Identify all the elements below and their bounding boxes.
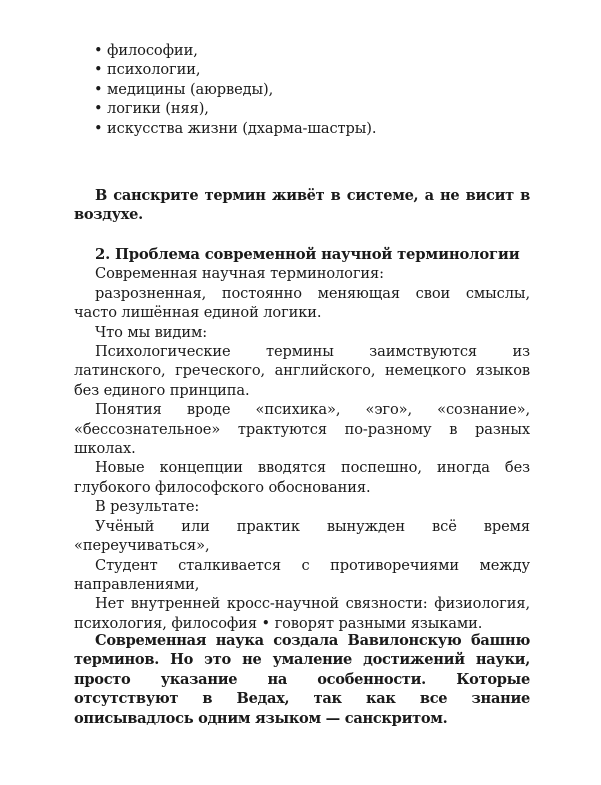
list-item: • искусства жизни (дхарма-шастры). — [94, 119, 377, 137]
list-item: • медицины (аюрведы), — [94, 80, 274, 98]
paragraph: Учёный или практик вынужден всё время «переучиваться», — [74, 517, 530, 555]
sanskrit-statement: В санскрите термин живёт в системе, а не висит в воздухе. — [74, 187, 530, 224]
section-2 — [74, 245, 530, 633]
sanskrit-statement-block — [74, 186, 530, 225]
paragraph: Понятия вроде «психика», «эго», «сознание», «бессознательное» трактуются по-разному в разных школах. — [74, 401, 530, 458]
paragraph: Студент сталкивается с противоречиями между направлениями, — [74, 556, 530, 593]
list-item: • философии, — [94, 42, 198, 59]
conclusion-statement: Современная наука создала Вавилонскую башню терминов. Но это не умаление достижений науки, просто указание на особенности. Которые отсутствуют в Ведах, так как все знание описывадлось одним языком — санскритом. — [74, 632, 530, 727]
paragraph: разрозненная, постоянно меняющая свои смыслы, часто лишённая единой логики. — [74, 284, 530, 322]
topics-bullet-list — [94, 41, 376, 138]
paragraph: Психологические термины заимствуются из латинского, греческого, английского, немецкого языков без единого принципа. — [74, 343, 530, 399]
paragraph: Современная научная терминология: — [95, 265, 384, 283]
section-heading: 2. Проблема современной научной терминологии — [95, 246, 520, 263]
paragraph: В результате: — [95, 498, 200, 516]
paragraph: Новые концепции вводятся поспешно, иногда без глубокого философского обоснования. — [74, 459, 530, 496]
paragraph: Что мы видим: — [95, 323, 208, 341]
list-item: • психологии, — [94, 61, 201, 79]
paragraph: Нет внутренней кросс-научной связности: физиология, психология, философия • говорят разными языками. — [74, 595, 530, 632]
list-item: • логики (няя), — [94, 100, 209, 118]
conclusion-block — [74, 631, 530, 728]
